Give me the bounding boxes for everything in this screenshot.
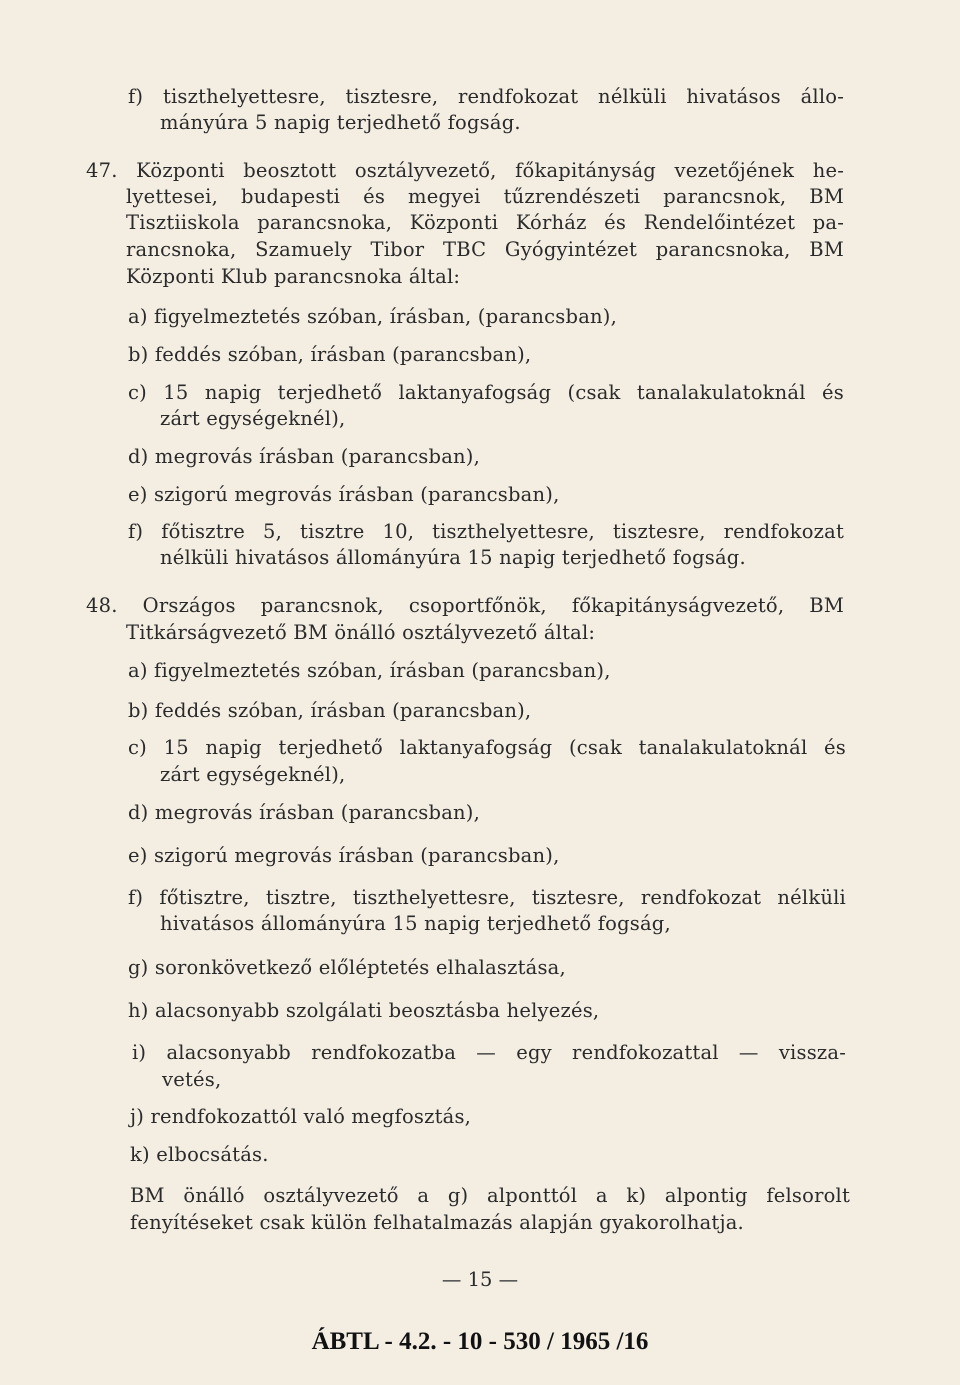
list-item: c) 15 napig terjedhető laktanyafogság (csak tanalakulatoknál és [128,736,846,759]
list-item: a) figyelmeztetés szóban, írásban (parancsban), [128,659,611,682]
list-item: e) szigorú megrovás írásban (parancsban), [128,483,560,506]
list-item-continuation: vetés, [162,1068,222,1091]
text-line: mányúra 5 napig terjedhető fogság. [160,111,521,134]
text-line: lyettesei, budapesti és megyei tűzrendészeti parancsnok, BM [126,185,844,208]
page-number: — 15 — [441,1268,519,1291]
list-item: i) alacsonyabb rendfokozatba — egy rendfokozattal — vissza- [132,1041,846,1064]
list-item-continuation: zárt egységeknél), [160,763,346,786]
list-item: d) megrovás írásban (parancsban), [128,801,480,824]
list-item-continuation: hivatásos állományúra 15 napig terjedhető fogság, [160,912,671,935]
text-line: Titkárságvezető BM önálló osztályvezető által: [126,621,596,644]
list-item: b) feddés szóban, írásban (parancsban), [128,699,532,722]
text-line: Tisztiiskola parancsnoka, Központi Kórház és Rendelőintézet pa- [126,211,844,234]
text-line: Központi Klub parancsnoka által: [126,265,461,288]
list-item: g) soronkövetkező előléptetés elhalasztása, [128,956,566,979]
paragraph-47-line: 47. Központi beosztott osztályvezető, főkapitányság vezetőjének he- [86,159,844,182]
list-item: e) szigorú megrovás írásban (parancsban), [128,844,560,867]
archive-reference: ÁBTL - 4.2. - 10 - 530 / 1965 /16 [311,1328,649,1355]
list-item: c) 15 napig terjedhető laktanyafogság (csak tanalakulatoknál és [128,381,844,404]
closing-note-line: fenyítéseket csak külön felhatalmazás alapján gyakorolhatja. [130,1211,744,1234]
list-item: k) elbocsátás. [130,1143,269,1166]
closing-note-line: BM önálló osztályvezető a g) alponttól a k) alpontig felsorolt [130,1184,850,1207]
text-line: f) tiszthelyettesre, tisztesre, rendfokozat nélküli hivatásos állo- [128,85,844,108]
list-item-continuation: zárt egységeknél), [160,407,346,430]
list-item: j) rendfokozattól való megfosztás, [130,1105,472,1128]
list-item: f) főtisztre 5, tisztre 10, tiszthelyettesre, tisztesre, rendfokozat [128,520,844,543]
list-item: h) alacsonyabb szolgálati beosztásba helyezés, [128,999,600,1022]
list-item: a) figyelmeztetés szóban, írásban, (parancsban), [128,305,617,328]
text-line: rancsnoka, Szamuely Tibor TBC Gyógyintézet parancsnoka, BM [126,238,844,261]
list-item: d) megrovás írásban (parancsban), [128,445,480,468]
list-item: f) főtisztre, tisztre, tiszthelyettesre, tisztesre, rendfokozat nélküli [128,886,846,909]
list-item-continuation: nélküli hivatásos állományúra 15 napig terjedhető fogság. [160,546,746,569]
paragraph-48-line: 48. Országos parancsnok, csoportfőnök, főkapitányságvezető, BM [86,594,844,617]
list-item: b) feddés szóban, írásban (parancsban), [128,343,532,366]
